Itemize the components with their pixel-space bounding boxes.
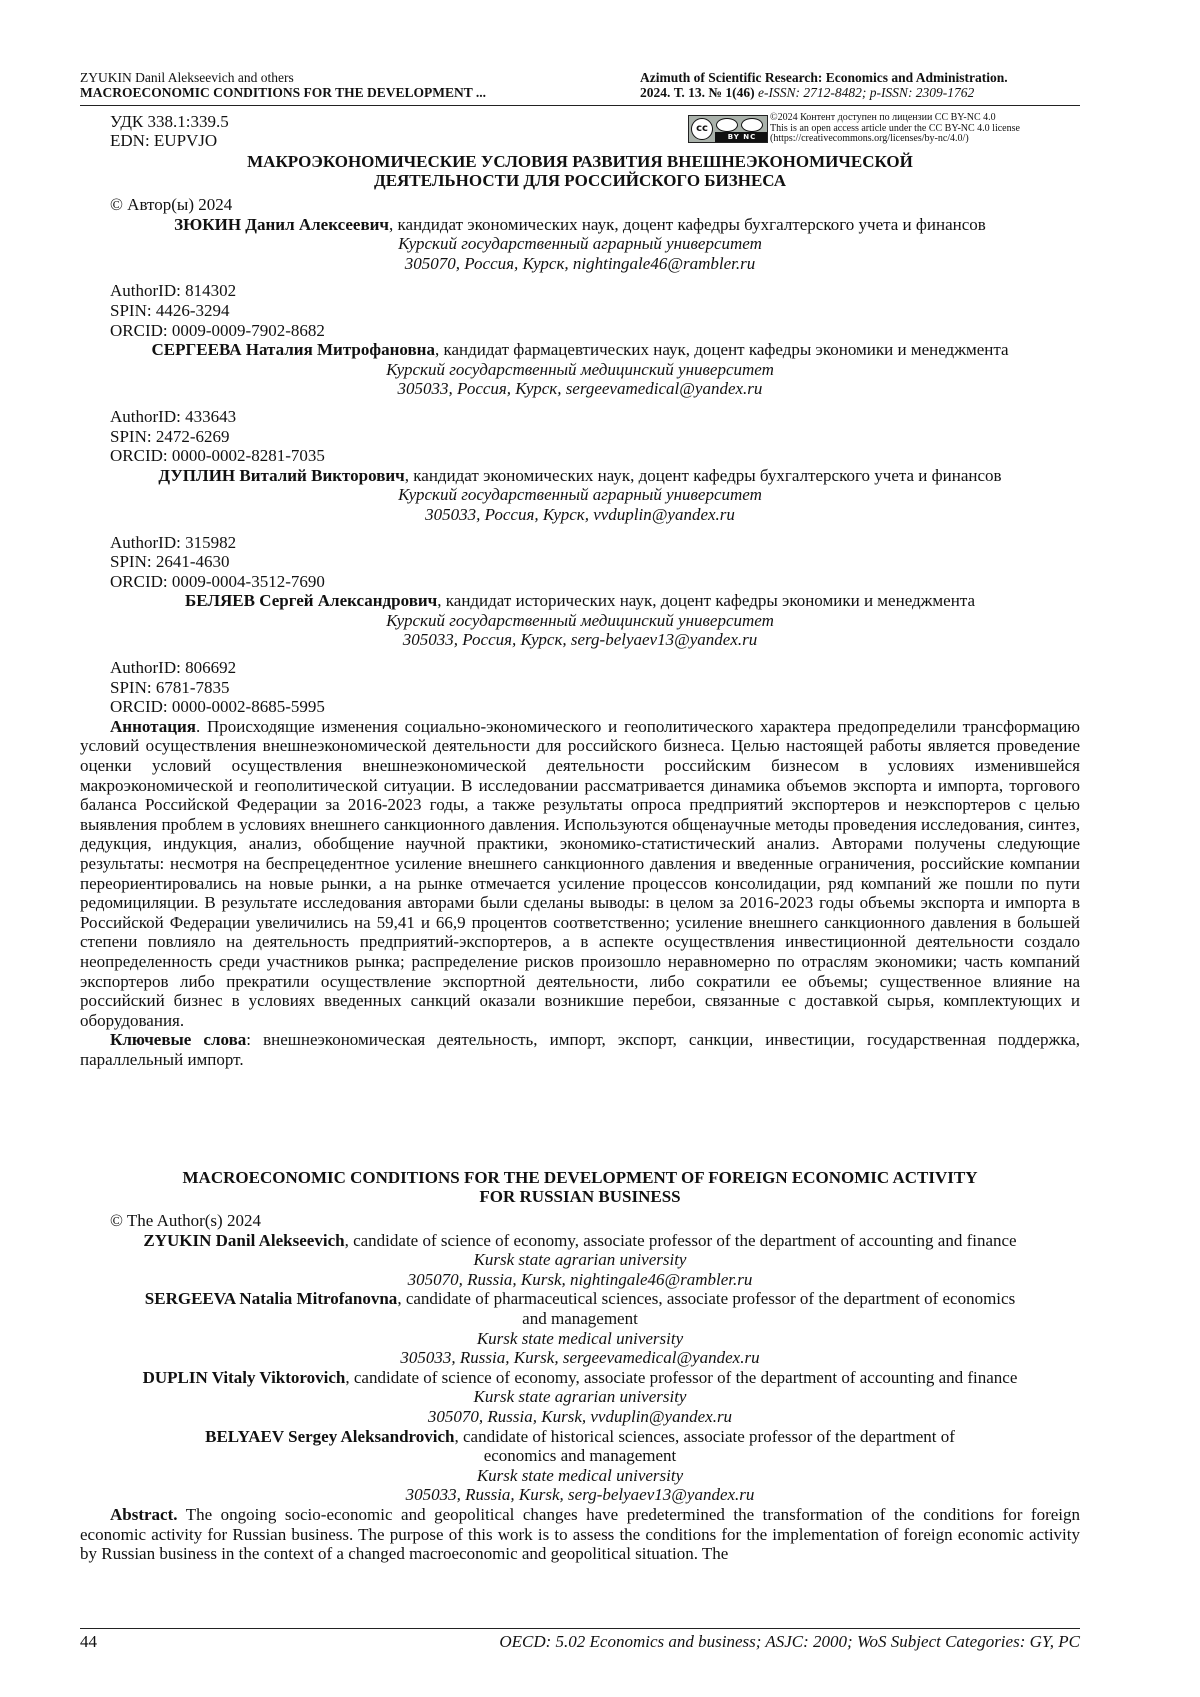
en-title (80, 1168, 1080, 1206)
author-address: 305070, Russia, Kursk, vvduplin@yandex.ru (427, 1406, 733, 1426)
author-spin: SPIN: 6781-7835 (110, 677, 230, 697)
abstract-label: Аннотация (110, 716, 196, 736)
author-position: , кандидат фармацевтических наук, доцент кафедры экономики и менеджмента (434, 340, 1009, 360)
header-issue-number: 2024. Т. 13. № 1(46) (640, 85, 755, 100)
author-name: SERGEEVA Natalia Mitrofanovna (144, 1289, 398, 1309)
udk-block (110, 112, 229, 150)
header-rule (80, 105, 1080, 106)
author-name: БЕЛЯЕВ Сергей Александрович (184, 591, 438, 611)
header-issue (640, 85, 1100, 100)
ru-title (80, 152, 1080, 190)
ru-keywords (80, 1030, 1080, 1069)
keywords-text: : внешнеэкономическая деятельность, импорт, экспорт, санкции, инвестиции, государственная поддержка, параллельный импорт. (80, 1030, 1080, 1069)
en-author-1 (80, 1231, 1080, 1251)
author-spin: SPIN: 2641-4630 (110, 552, 230, 572)
author-affiliation: Курский государственный медицинский университет (386, 359, 774, 379)
author-position: , кандидат экономических наук, доцент кафедры бухгалтерского учета и финансов (404, 465, 1002, 485)
en-author-2 (80, 1289, 1080, 1328)
author-name: ЗЮКИН Данил Алексеевич (174, 214, 390, 234)
author-position: , candidate of science of economy, associate professor of the department of accounting and finance (345, 1367, 1018, 1387)
ru-abstract (80, 717, 1080, 1031)
license-url[interactable]: (https://creativecommons.org/licenses/by-nc/4.0/) (770, 133, 969, 144)
author-spin: SPIN: 2472-6269 (110, 426, 230, 446)
edn-code: EDN: EUPVJO (110, 131, 218, 150)
cc-logo-icon: cc (691, 118, 713, 140)
author-orcid: ORCID: 0000-0002-8685-5995 (110, 697, 325, 717)
running-header-right (640, 70, 1100, 100)
abstract-text: The ongoing socio-economic and geopolitical changes have predetermined the transformation of the conditions for foreign economic activity for Russian business. The purpose of this work is to assess the conditions for the implementation of foreign economic activity by Russian business in the context of a changed macroeconomic and geopolitical situation. The (80, 1504, 1080, 1564)
author-name: DUPLIN Vitaly Viktorovich (142, 1367, 346, 1387)
license-line-en: This is an open access article under the CC BY-NC 4.0 license (770, 122, 1020, 134)
en-authors-section (80, 1211, 1080, 1564)
ru-author-1 (80, 215, 1080, 235)
author-position: , кандидат исторических наук, доцент кафедры экономики и менеджмента (437, 591, 975, 611)
author-affiliation: Kursk state medical university (476, 1328, 684, 1348)
author-orcid: ORCID: 0000-0002-8281-7035 (110, 446, 325, 466)
en-copyright: © The Author(s) 2024 (110, 1211, 261, 1230)
abstract-text: . Происходящие изменения социально-экономического и геополитического характера предопределили трансформацию условий осуществления внешнеэкономической деятельности для российского бизнеса. Целью настоящей работы является проведение оценки условий осуществления внешнеэкономической деятельности российским бизнесом в условиях изменившейся макроэкономической и геополитической ситуации. В исследовании рассматривается динамика объемов экспорта и импорта, торгового баланса Российской Федерации за 2016-2023 годы, а также результаты опроса предприятий экспортеров и неэкспортеров с целью выявления проблем в условиях внешнего санкционного давления. Используются общенаучные методы проведения исследования, синтез, дедукция, индукция, анализ, обобщение научной практики, экономико-статистический анализ. Авторами получены следующие результаты: несмотря на беспрецедентное усиление внешнего санкционного давления и введенные ограничения, российские компании переориентировались на новые рынки, а на рынке отмечается усиление процессов консолидации, ряд компаний же пошли по пути редомициляции. В результате исследования авторами были сделаны выводы: в целом за 2016-2023 годы объемы экспорта и импорта в Российской Федерации увеличились на 59,41 и 66,9 процентов соответственно; усиление внешнего санкционного давления в большей степени повлияло на деятельность предприятий-экспортеров, а в аспекте осуществления инвестиционной деятельности создало неопределенность среди участников рынка; распределение рисков произошло неравномерно по отраслям экономики; часть компаний экспортеров либо прекратили осуществление экспортной деятельности, либо сократили ее объемы; существенное влияние на российский бизнес в условиях введенных санкций оказали возникшие перебои, связанные с доставкой сырья, комплектующих и оборудования. (80, 716, 1080, 1030)
author-id: AuthorID: 806692 (110, 658, 237, 678)
author-name: ДУПЛИН Виталий Викторович (158, 465, 405, 485)
ru-copyright: © Автор(ы) 2024 (110, 195, 233, 214)
license-line-ru: ©2024 Контент доступен по лицензии CC BY-NC 4.0 (770, 112, 996, 123)
en-title-line-2: FOR RUSSIAN BUSINESS (479, 1187, 681, 1206)
ru-author-4 (80, 591, 1080, 611)
keywords-label: Ключевые слова (110, 1030, 247, 1050)
cc-by-icon (716, 118, 738, 132)
header-authors: ZYUKIN Danil Alekseevich and others (80, 70, 294, 85)
author-position: , candidate of historical sciences, associate professor of the department of economics and management (454, 1426, 955, 1466)
header-short-title: MACROECONOMIC CONDITIONS FOR THE DEVELOPMENT ... (80, 85, 487, 100)
author-id: AuthorID: 814302 (110, 281, 237, 301)
running-header-left (80, 70, 620, 100)
author-name: СЕРГЕЕВА Наталия Митрофановна (151, 340, 435, 360)
page-number: 44 (80, 1632, 97, 1651)
author-name: BELYAEV Sergey Aleksandrovich (205, 1426, 455, 1446)
ru-title-line-1: МАКРОЭКОНОМИЧЕСКИЕ УСЛОВИЯ РАЗВИТИЯ ВНЕШНЕЭКОНОМИЧЕСКОЙ (247, 152, 913, 171)
cc-badge-strip: BY NC (715, 132, 768, 142)
footer-rule (80, 1628, 1080, 1629)
ru-authors-section (80, 195, 1080, 1070)
en-abstract (80, 1505, 1080, 1564)
header-issn: e-ISSN: 2712-8482; p-ISSN: 2309-1762 (754, 85, 975, 100)
author-affiliation: Kursk state agrarian university (473, 1387, 687, 1407)
cc-license-badge (688, 115, 768, 143)
ru-title-line-2: ДЕЯТЕЛЬНОСТИ ДЛЯ РОССИЙСКОГО БИЗНЕСА (374, 171, 786, 190)
author-address: 305033, Russia, Kursk, sergeevamedical@yandex.ru (400, 1348, 760, 1368)
author-affiliation: Курский государственный медицинский университет (386, 610, 774, 630)
author-position: , candidate of science of economy, associate professor of the department of accounting and finance (344, 1230, 1017, 1250)
author-address: 305033, Россия, Курск, serg-belyaev13@yandex.ru (402, 630, 758, 650)
author-address: 305033, Россия, Курск, vvduplin@yandex.ru (425, 504, 735, 524)
author-affiliation: Курский государственный аграрный университет (398, 234, 762, 254)
author-address: 305070, Россия, Курск, nightingale46@rambler.ru (404, 253, 756, 273)
cc-nc-icon (741, 118, 763, 132)
author-position: , кандидат экономических наук, доцент кафедры бухгалтерского учета и финансов (389, 214, 986, 234)
en-author-4 (80, 1427, 1080, 1466)
ru-author-3 (80, 466, 1080, 486)
abstract-label: Abstract. (110, 1504, 178, 1524)
en-title-line-1: MACROECONOMIC CONDITIONS FOR THE DEVELOPMENT OF FOREIGN ECONOMIC ACTIVITY (182, 1168, 978, 1187)
author-spin: SPIN: 4426-3294 (110, 300, 230, 320)
author-position: , candidate of pharmaceutical sciences, associate professor of the department of economics and management (397, 1289, 1016, 1328)
license-text (770, 113, 1090, 145)
author-affiliation: Kursk state agrarian university (473, 1250, 687, 1270)
author-address: 305033, Russia, Kursk, serg-belyaev13@yandex.ru (405, 1485, 755, 1505)
en-author-3 (80, 1368, 1080, 1388)
author-affiliation: Курский государственный аграрный университет (398, 485, 762, 505)
author-id: AuthorID: 433643 (110, 406, 237, 426)
author-orcid: ORCID: 0009-0009-7902-8682 (110, 320, 325, 340)
author-name: ZYUKIN Danil Alekseevich (143, 1230, 345, 1250)
author-address: 305070, Russia, Kursk, nightingale46@rambler.ru (407, 1269, 753, 1289)
udk-code: УДК 338.1:339.5 (110, 112, 229, 131)
author-id: AuthorID: 315982 (110, 532, 237, 552)
author-orcid: ORCID: 0009-0004-3512-7690 (110, 571, 325, 591)
author-address: 305033, Россия, Курск, sergeevamedical@yandex.ru (397, 379, 763, 399)
footer-classification: OECD: 5.02 Economics and business; ASJC: 2000; WoS Subject Categories: GY, PC (499, 1632, 1080, 1651)
author-affiliation: Kursk state medical university (476, 1465, 684, 1485)
ru-author-2 (80, 340, 1080, 360)
header-journal-name: Azimuth of Scientific Research: Economics and Administration. (640, 70, 1008, 85)
